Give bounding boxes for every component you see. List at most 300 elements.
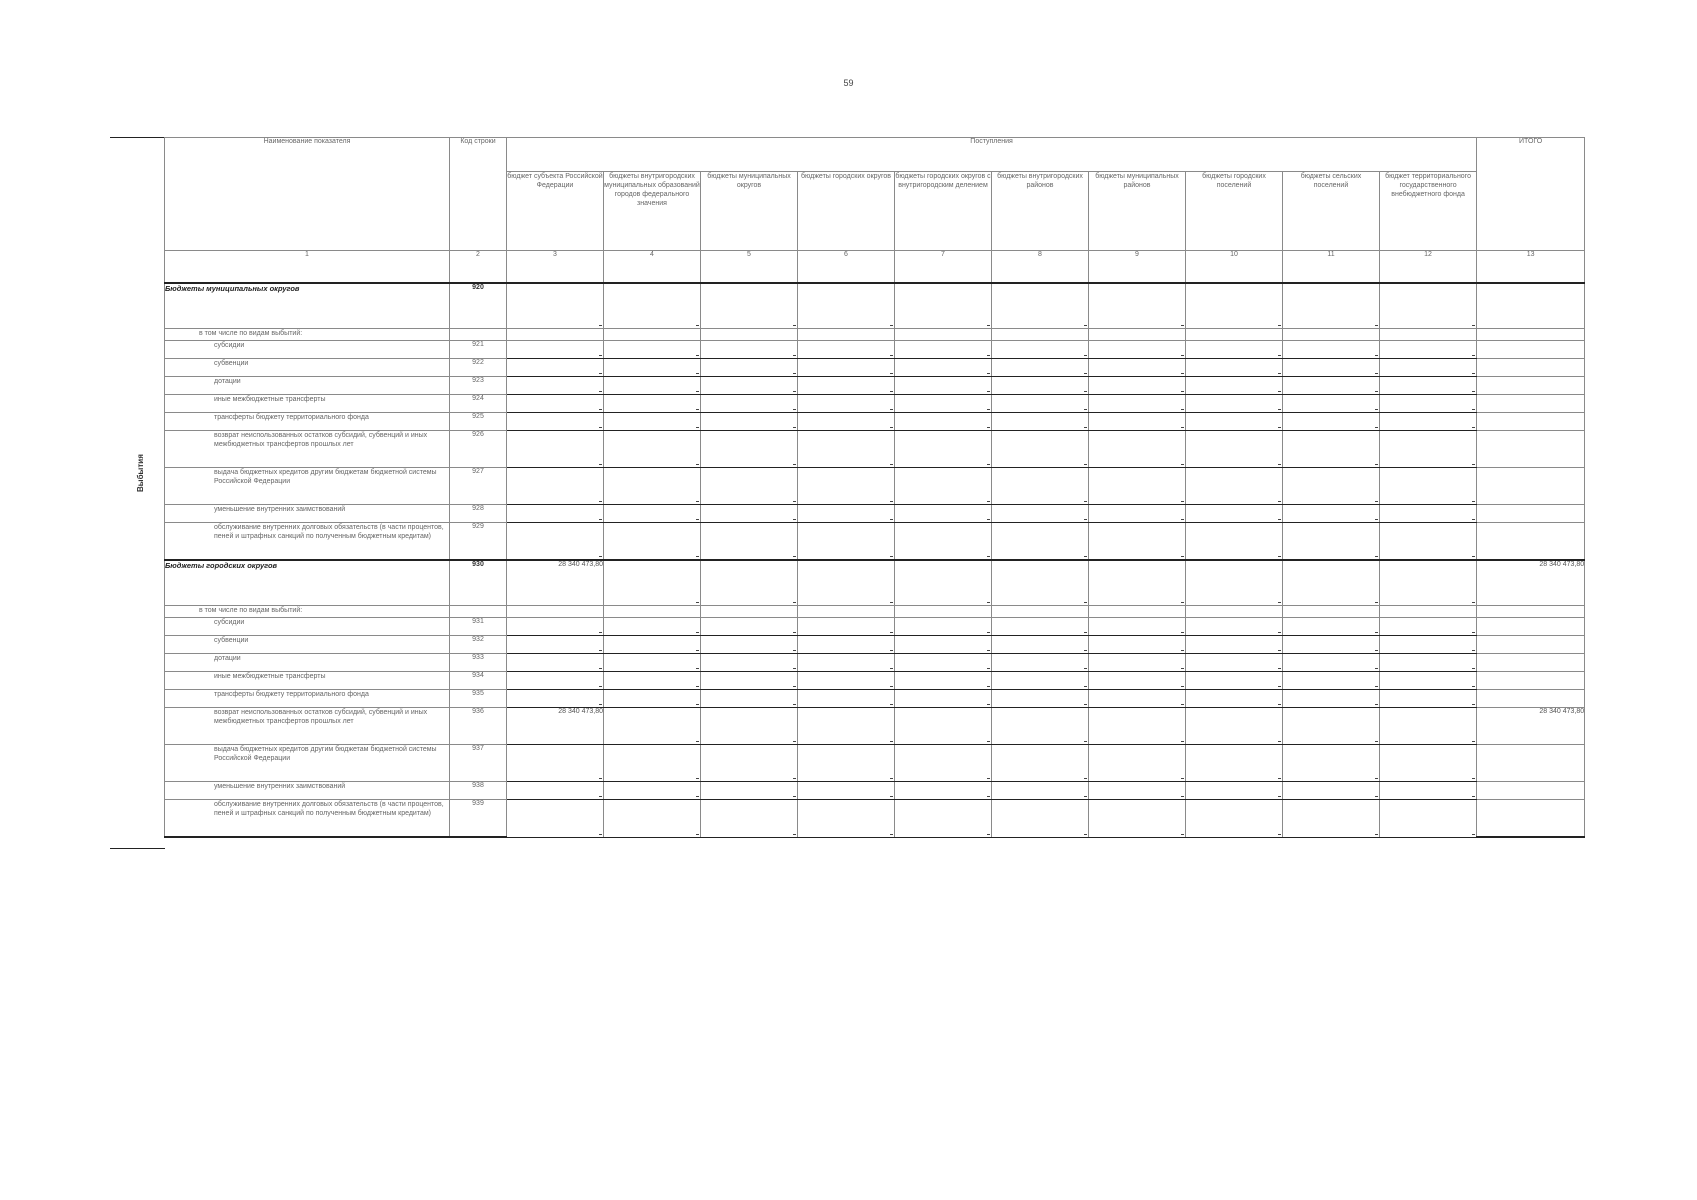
value-cell <box>604 708 701 745</box>
blank-mark <box>793 556 796 557</box>
header-col-6: бюджеты городских округов <box>798 172 895 251</box>
value-cell <box>701 708 798 745</box>
amount: 28 340 473,80 <box>558 708 603 715</box>
blank-mark <box>1375 741 1378 742</box>
blank-mark <box>793 602 796 603</box>
table-row <box>165 431 1585 468</box>
blank-mark <box>1472 796 1475 797</box>
table-row <box>165 708 1585 745</box>
blank-mark <box>599 464 602 465</box>
value-cell <box>701 636 798 654</box>
report-table <box>164 137 1585 838</box>
value-cell <box>1089 690 1186 708</box>
blank-mark <box>890 501 893 502</box>
value-cell <box>1380 690 1477 708</box>
value-cell <box>507 505 604 523</box>
value-cell <box>1089 560 1186 606</box>
blank-mark <box>696 834 699 835</box>
table-row <box>165 377 1585 395</box>
blank-mark <box>987 519 990 520</box>
blank-mark <box>1472 668 1475 669</box>
value-cell <box>507 468 604 505</box>
value-cell <box>1380 359 1477 377</box>
value-cell <box>1283 560 1380 606</box>
value-cell <box>1186 672 1283 690</box>
value-cell <box>701 468 798 505</box>
value-cell <box>701 560 798 606</box>
value-cell <box>604 560 701 606</box>
table-row <box>165 505 1585 523</box>
value-cell <box>1380 505 1477 523</box>
blank-mark <box>987 632 990 633</box>
value-cell <box>1089 618 1186 636</box>
blank-mark <box>1472 686 1475 687</box>
blank-mark <box>890 427 893 428</box>
blank-mark <box>696 632 699 633</box>
value-cell <box>1380 782 1477 800</box>
value-cell <box>992 606 1089 618</box>
itogo-cell <box>1477 468 1585 505</box>
blank-mark <box>987 650 990 651</box>
blank-mark <box>1181 355 1184 356</box>
value-cell <box>798 672 895 690</box>
value-cell <box>1089 359 1186 377</box>
row-code: 933 <box>450 654 507 672</box>
table-row <box>165 745 1585 782</box>
value-cell <box>798 329 895 341</box>
value-cell <box>507 329 604 341</box>
blank-mark <box>1375 391 1378 392</box>
value-cell <box>701 606 798 618</box>
value-cell <box>1283 505 1380 523</box>
itogo-cell <box>1477 606 1585 618</box>
value-cell <box>798 283 895 329</box>
blank-mark <box>1084 632 1087 633</box>
blank-mark <box>1375 556 1378 557</box>
value-cell <box>798 654 895 672</box>
blank-mark <box>696 686 699 687</box>
blank-mark <box>1375 796 1378 797</box>
column-number: 11 <box>1283 251 1380 284</box>
blank-mark <box>696 373 699 374</box>
value-cell <box>507 745 604 782</box>
value-cell <box>507 560 604 606</box>
blank-mark <box>1472 501 1475 502</box>
table-row <box>165 359 1585 377</box>
value-cell <box>701 505 798 523</box>
itogo-cell <box>1477 636 1585 654</box>
blank-mark <box>793 391 796 392</box>
value-cell <box>895 523 992 561</box>
blank-mark <box>1084 519 1087 520</box>
subheader-label: в том числе по видам выбытий: <box>165 329 450 341</box>
blank-mark <box>1084 741 1087 742</box>
value-cell <box>1380 672 1477 690</box>
row-code: 934 <box>450 672 507 690</box>
blank-mark <box>890 686 893 687</box>
blank-mark <box>1472 632 1475 633</box>
value-cell <box>798 618 895 636</box>
column-number: 6 <box>798 251 895 284</box>
blank-mark <box>890 650 893 651</box>
value-cell <box>701 395 798 413</box>
blank-mark <box>1181 325 1184 326</box>
value-cell <box>895 672 992 690</box>
blank-mark <box>793 686 796 687</box>
blank-mark <box>987 391 990 392</box>
blank-mark <box>696 409 699 410</box>
itogo-cell <box>1477 341 1585 359</box>
row-label: возврат неиспользованных остатков субсидий, субвенций и иных межбюджетных трансфертов прошлых лет <box>165 708 450 745</box>
value-cell <box>507 708 604 745</box>
value-cell <box>1186 431 1283 468</box>
value-cell <box>1380 654 1477 672</box>
blank-mark <box>987 686 990 687</box>
blank-mark <box>890 602 893 603</box>
itogo-cell <box>1477 672 1585 690</box>
value-cell <box>604 672 701 690</box>
value-cell <box>604 505 701 523</box>
blank-mark <box>1472 391 1475 392</box>
table-row <box>165 341 1585 359</box>
blank-mark <box>1181 556 1184 557</box>
blank-mark <box>793 741 796 742</box>
row-label: дотации <box>165 654 450 672</box>
value-cell <box>1186 395 1283 413</box>
row-label: субвенции <box>165 636 450 654</box>
blank-mark <box>696 668 699 669</box>
value-cell <box>1283 377 1380 395</box>
value-cell <box>798 505 895 523</box>
value-cell <box>701 690 798 708</box>
value-cell <box>895 395 992 413</box>
value-cell <box>1380 708 1477 745</box>
blank-mark <box>1278 834 1281 835</box>
blank-mark <box>696 355 699 356</box>
blank-mark <box>1181 834 1184 835</box>
table-row <box>165 800 1585 838</box>
blank-mark <box>1375 427 1378 428</box>
value-cell <box>701 782 798 800</box>
blank-mark <box>987 668 990 669</box>
value-cell <box>798 800 895 838</box>
value-cell <box>1380 283 1477 329</box>
blank-mark <box>1375 668 1378 669</box>
blank-mark <box>1084 602 1087 603</box>
blank-mark <box>1181 632 1184 633</box>
row-code: 928 <box>450 505 507 523</box>
value-cell <box>507 800 604 838</box>
itogo-cell <box>1477 560 1585 606</box>
blank-mark <box>793 704 796 705</box>
blank-mark <box>793 501 796 502</box>
blank-mark <box>793 834 796 835</box>
value-cell <box>798 377 895 395</box>
header-code: Код строки <box>450 138 507 251</box>
blank-mark <box>890 409 893 410</box>
value-cell <box>992 329 1089 341</box>
value-cell <box>701 654 798 672</box>
blank-mark <box>1375 650 1378 651</box>
blank-mark <box>890 668 893 669</box>
value-cell <box>604 413 701 431</box>
value-cell <box>1089 782 1186 800</box>
blank-mark <box>599 796 602 797</box>
header-col-5: бюджеты муниципальных округов <box>701 172 798 251</box>
blank-mark <box>1278 325 1281 326</box>
value-cell <box>1186 359 1283 377</box>
blank-mark <box>987 704 990 705</box>
blank-mark <box>1472 464 1475 465</box>
blank-mark <box>1084 668 1087 669</box>
value-cell <box>798 690 895 708</box>
group-row <box>165 283 1585 329</box>
blank-mark <box>1472 519 1475 520</box>
itogo-cell <box>1477 523 1585 561</box>
blank-mark <box>793 796 796 797</box>
blank-mark <box>987 355 990 356</box>
value-cell <box>1089 523 1186 561</box>
value-cell <box>992 782 1089 800</box>
blank-mark <box>599 427 602 428</box>
value-cell <box>992 359 1089 377</box>
value-cell <box>604 523 701 561</box>
value-cell <box>701 341 798 359</box>
value-cell <box>1380 329 1477 341</box>
value-cell <box>1283 413 1380 431</box>
value-cell <box>1283 468 1380 505</box>
column-number: 12 <box>1380 251 1477 284</box>
blank-mark <box>696 519 699 520</box>
blank-mark <box>1278 501 1281 502</box>
blank-mark <box>1181 519 1184 520</box>
value-cell <box>895 618 992 636</box>
blank-mark <box>890 556 893 557</box>
blank-mark <box>599 778 602 779</box>
row-code: 939 <box>450 800 507 838</box>
table-row <box>165 654 1585 672</box>
value-cell <box>1089 377 1186 395</box>
blank-mark <box>1278 741 1281 742</box>
header-name: Наименование показателя <box>165 138 450 251</box>
table-row <box>165 636 1585 654</box>
value-cell <box>992 690 1089 708</box>
value-cell <box>798 560 895 606</box>
value-cell <box>895 329 992 341</box>
value-cell <box>701 413 798 431</box>
value-cell <box>992 341 1089 359</box>
value-cell <box>507 606 604 618</box>
value-cell <box>701 377 798 395</box>
blank-mark <box>1278 686 1281 687</box>
blank-mark <box>1375 501 1378 502</box>
blank-mark <box>1278 391 1281 392</box>
value-cell <box>895 560 992 606</box>
itogo-cell <box>1477 377 1585 395</box>
header-col-7: бюджеты городских округов с внутригородским делением <box>895 172 992 251</box>
row-code: 931 <box>450 618 507 636</box>
header-postupleniya: Поступления <box>507 138 1477 172</box>
subheader-row <box>165 606 1585 618</box>
blank-mark <box>1278 602 1281 603</box>
value-cell <box>1089 431 1186 468</box>
value-cell <box>507 359 604 377</box>
value-cell <box>798 782 895 800</box>
value-cell <box>1089 413 1186 431</box>
value-cell <box>895 708 992 745</box>
value-cell <box>1186 782 1283 800</box>
value-cell <box>895 636 992 654</box>
row-label: уменьшение внутренних заимствований <box>165 782 450 800</box>
column-numbers-row <box>165 251 1585 284</box>
row-code: 932 <box>450 636 507 654</box>
code-cell <box>450 606 507 618</box>
value-cell <box>1283 431 1380 468</box>
blank-mark <box>793 519 796 520</box>
value-cell <box>1089 341 1186 359</box>
blank-mark <box>1472 834 1475 835</box>
value-cell <box>604 377 701 395</box>
row-label: выдача бюджетных кредитов другим бюджетам бюджетной системы Российской Федерации <box>165 468 450 505</box>
row-code: 925 <box>450 413 507 431</box>
value-cell <box>701 283 798 329</box>
value-cell <box>992 618 1089 636</box>
column-number: 8 <box>992 251 1089 284</box>
value-cell <box>1283 523 1380 561</box>
value-cell <box>1186 560 1283 606</box>
value-cell <box>992 413 1089 431</box>
blank-mark <box>1472 741 1475 742</box>
value-cell <box>604 618 701 636</box>
value-cell <box>895 377 992 395</box>
row-code: 922 <box>450 359 507 377</box>
value-cell <box>798 745 895 782</box>
row-code: 921 <box>450 341 507 359</box>
subheader-label: в том числе по видам выбытий: <box>165 606 450 618</box>
value-cell <box>1283 690 1380 708</box>
value-cell <box>798 636 895 654</box>
value-cell <box>992 523 1089 561</box>
value-cell <box>1186 708 1283 745</box>
value-cell <box>992 708 1089 745</box>
blank-mark <box>696 325 699 326</box>
blank-mark <box>1472 325 1475 326</box>
row-code: 935 <box>450 690 507 708</box>
row-label: дотации <box>165 377 450 395</box>
blank-mark <box>1181 501 1184 502</box>
value-cell <box>895 606 992 618</box>
value-cell <box>1186 283 1283 329</box>
value-cell <box>895 431 992 468</box>
column-number: 3 <box>507 251 604 284</box>
value-cell <box>604 636 701 654</box>
value-cell <box>798 606 895 618</box>
blank-mark <box>599 686 602 687</box>
side-label: Выбытия <box>136 454 145 492</box>
blank-mark <box>987 741 990 742</box>
itogo-cell <box>1477 654 1585 672</box>
blank-mark <box>1375 373 1378 374</box>
blank-mark <box>1472 409 1475 410</box>
blank-mark <box>890 834 893 835</box>
value-cell <box>992 800 1089 838</box>
value-cell <box>1380 431 1477 468</box>
row-code: 936 <box>450 708 507 745</box>
header-col-3: бюджет субъекта Российской Федерации <box>507 172 604 251</box>
blank-mark <box>793 355 796 356</box>
value-cell <box>798 341 895 359</box>
value-cell <box>701 800 798 838</box>
blank-mark <box>1375 325 1378 326</box>
blank-mark <box>696 778 699 779</box>
value-cell <box>1283 636 1380 654</box>
value-cell <box>507 782 604 800</box>
table-row <box>165 523 1585 561</box>
itogo-cell <box>1477 283 1585 329</box>
row-label: трансферты бюджету территориального фонда <box>165 690 450 708</box>
blank-mark <box>1278 650 1281 651</box>
value-cell <box>507 431 604 468</box>
blank-mark <box>696 602 699 603</box>
blank-mark <box>1084 464 1087 465</box>
value-cell <box>1283 708 1380 745</box>
value-cell <box>1380 523 1477 561</box>
blank-mark <box>1084 686 1087 687</box>
value-cell <box>507 341 604 359</box>
value-cell <box>992 468 1089 505</box>
blank-mark <box>1084 650 1087 651</box>
header-itogo: ИТОГО <box>1477 138 1585 251</box>
blank-mark <box>1181 796 1184 797</box>
blank-mark <box>1375 778 1378 779</box>
header-col-4: бюджеты внутригородских муниципальных образований городов федерального значения <box>604 172 701 251</box>
blank-mark <box>1278 668 1281 669</box>
value-cell <box>1380 468 1477 505</box>
column-number: 7 <box>895 251 992 284</box>
itogo-cell <box>1477 431 1585 468</box>
itogo-cell <box>1477 618 1585 636</box>
value-cell <box>507 690 604 708</box>
blank-mark <box>1472 704 1475 705</box>
value-cell <box>1186 413 1283 431</box>
value-cell <box>895 800 992 838</box>
value-cell <box>1283 782 1380 800</box>
row-code: 923 <box>450 377 507 395</box>
row-label: субсидии <box>165 618 450 636</box>
row-code: 927 <box>450 468 507 505</box>
value-cell <box>1380 395 1477 413</box>
value-cell <box>1186 505 1283 523</box>
blank-mark <box>987 373 990 374</box>
value-cell <box>992 505 1089 523</box>
row-code: 938 <box>450 782 507 800</box>
value-cell <box>507 636 604 654</box>
blank-mark <box>1375 704 1378 705</box>
blank-mark <box>1472 355 1475 356</box>
value-cell <box>1089 606 1186 618</box>
value-cell <box>992 431 1089 468</box>
blank-mark <box>1472 373 1475 374</box>
column-number: 10 <box>1186 251 1283 284</box>
subheader-row <box>165 329 1585 341</box>
value-cell <box>1283 283 1380 329</box>
value-cell <box>1089 468 1186 505</box>
value-cell <box>895 468 992 505</box>
row-label: обслуживание внутренних долговых обязательств (в части процентов, пеней и штрафных санкций по полученным бюджетным кредитам) <box>165 523 450 561</box>
blank-mark <box>696 391 699 392</box>
value-cell <box>895 283 992 329</box>
blank-mark <box>1375 686 1378 687</box>
